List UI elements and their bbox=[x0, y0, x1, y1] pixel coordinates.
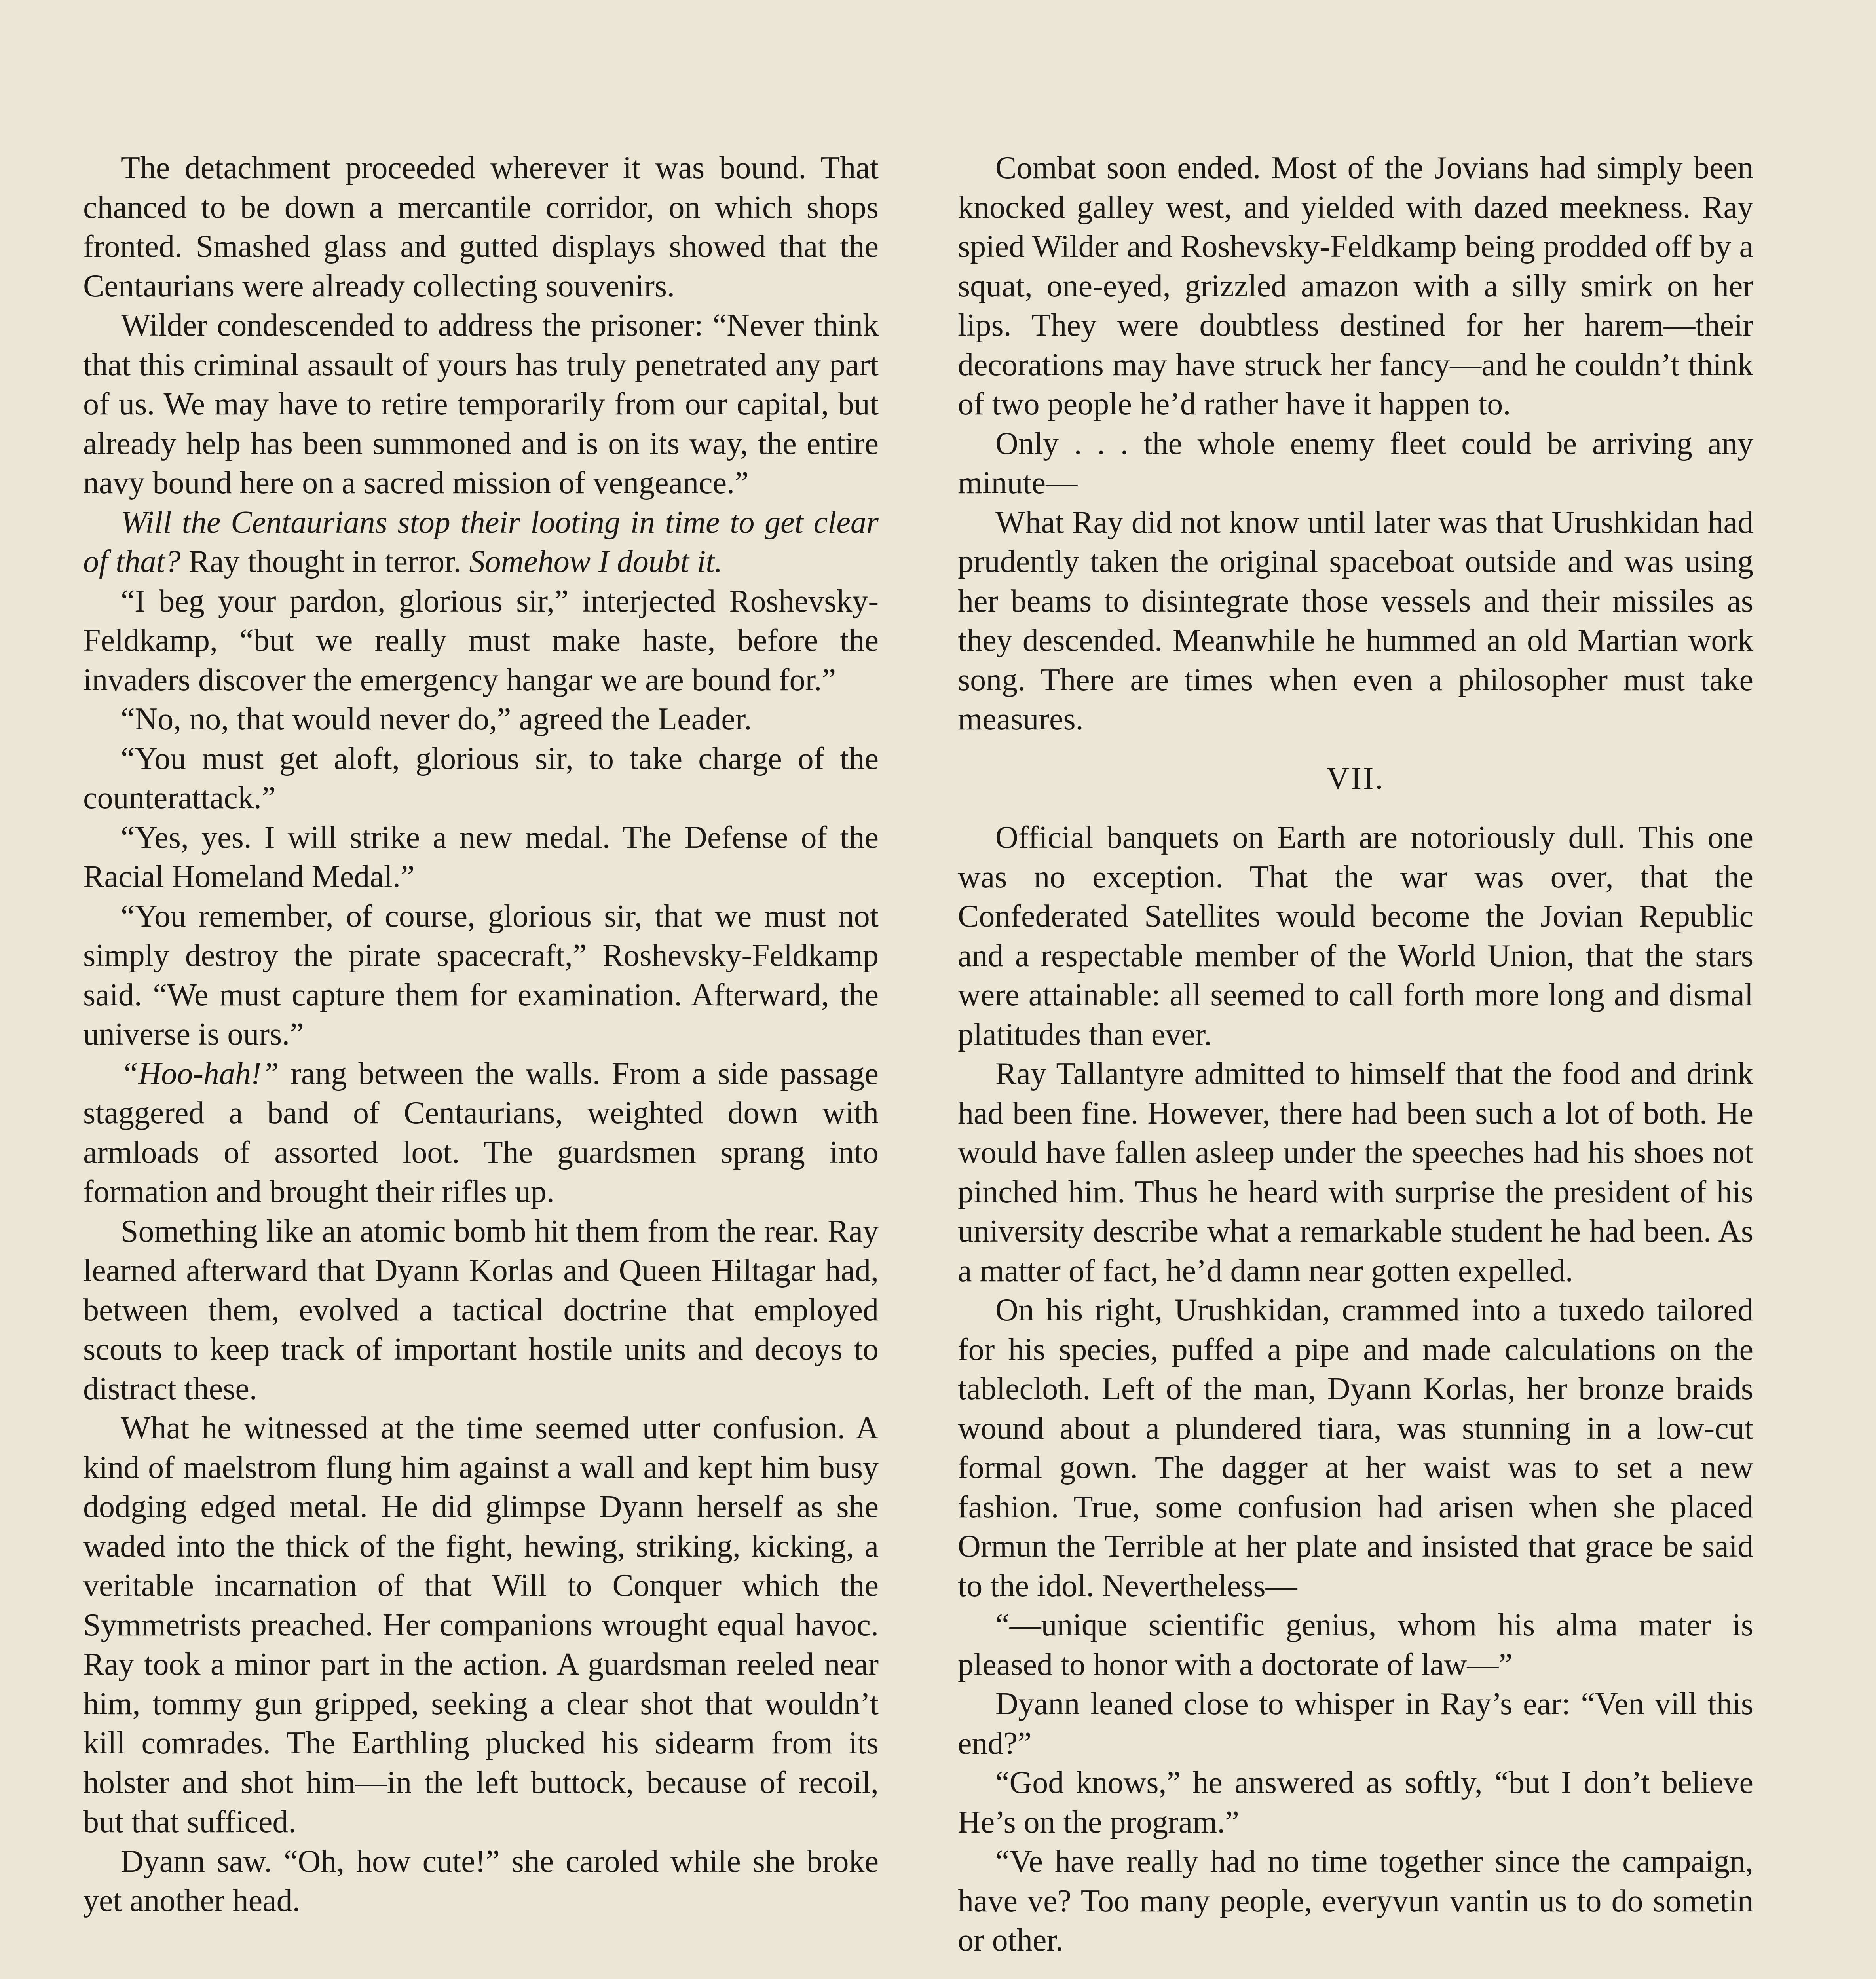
paragraph: What Ray did not know until later was that Urushkidan had prudently taken the original spaceboat outside and was using her beams to disintegrate those vessels and their missiles as they descended. Meanwhile he hummed an old Martian work song. There are times when even a philosopher must take measures. bbox=[958, 505, 1753, 737]
paragraph: “You remember, of course, glorious sir, that we must not simply destroy the pirate spacecraft,” Roshevsky-Feldkamp said. “We must capture them for examination. Afterward, the universe is ours.” bbox=[83, 898, 879, 1052]
paragraph: Only . . . the whole enemy fleet could be arriving any minute— bbox=[958, 426, 1753, 500]
paragraph: Official banquets on Earth are notoriously dull. This one was no exception. That the war was over, that the Confederated Satellites would become the Jovian Republic and a respectable member of the World Union, that the stars were attainable: all seemed to call forth more long and dismal platitudes than ever. bbox=[958, 820, 1753, 1052]
paragraph: What he witnessed at the time seemed utter confusion. A kind of maelstrom flung him against a wall and kept him busy dodging edged metal. He did glimpse Dyann herself as she waded into the thick of the fight, hewing, striking, kicking, a veritable incarnation of that Will to Conquer which the Symmetrists preached. Her companions wrought equal havoc. Ray took a minor part in the action. A guardsman reeled near him, tommy gun gripped, seeking a clear shot that wouldn’t kill comrades. The Earthling plucked his sidearm from its holster and shot him—in the left buttock, because of recoil, but that sufficed. bbox=[83, 1411, 879, 1839]
paragraph: Wilder condescended to address the prisoner: “Never think that this criminal assault of yours has truly penetrated any part of us. We may have to retire temporarily from our capital, but already help has been summoned and is on its way, the entire navy bound here on a sacred mission of vengeance.” bbox=[83, 308, 879, 500]
right-column bbox=[958, 148, 1753, 1960]
paragraph: The detachment proceeded wherever it was bound. That chanced to be down a mercantile corridor, on which shops fronted. Smashed glass and gutted displays showed that the Centaurians were already collecting souvenirs. bbox=[83, 150, 879, 304]
battle-cry-narration: rang between the walls. From a side passage staggered a band of Centaurians, weighted down with armloads of assorted loot. The guardsmen sprang into formation and brought their rifles up. bbox=[83, 1056, 879, 1209]
section-heading: VII. bbox=[1326, 761, 1385, 796]
paragraph-hoohah bbox=[83, 1054, 879, 1212]
italic-thought-text: Somehow I doubt it. bbox=[469, 544, 723, 579]
paragraph-italic-thought bbox=[83, 503, 879, 582]
paragraph: “I beg your pardon, glorious sir,” interjected Roshevsky-Feldkamp, “but we really must make haste, before the invaders discover the emergency hangar we are bound for.” bbox=[83, 583, 879, 697]
paragraph: Combat soon ended. Most of the Jovians had simply been knocked galley west, and yielded with dazed meekness. Ray spied Wilder and Roshevsky-Feldkamp being prodded off by a squat, one-eyed, grizzled amazon with a silly smirk on her lips. They were doubtless destined for her harem—their decorations may have struck her fancy—and he couldn’t think of two people he’d rather have it happen to. bbox=[958, 150, 1753, 422]
italic-thought-text: Will the Centaurians stop their looting in time to get clear of that? bbox=[83, 505, 879, 579]
thought-narration: Ray thought in terror. bbox=[180, 544, 469, 579]
paragraph: “You must get aloft, glorious sir, to take charge of the counterattack.” bbox=[83, 741, 879, 815]
paragraph: On his right, Urushkidan, crammed into a tuxedo tailored for his species, puffed a pipe and made calculations on the tablecloth. Left of the man, Dyann Korlas, her bronze braids wound about a plundered tiara, was stunning in a low-cut formal gown. The dagger at her waist was to set a new fashion. True, some confusion had arisen when she placed Ormun the Terrible at her plate and insisted that grace be said to the idol. Nevertheless— bbox=[958, 1293, 1753, 1603]
paragraph: Something like an atomic bomb hit them from the rear. Ray learned afterward that Dyann Korlas and Queen Hiltagar had, between them, evolved a tactical doctrine that employed scouts to keep track of important hostile units and decoys to distract these. bbox=[83, 1214, 879, 1406]
paragraph: Ray Tallantyre admitted to himself that the food and drink had been fine. However, there had been such a lot of both. He would have fallen asleep under the speeches had his shoes not pinched him. Thus he heard with surprise the president of his university describe what a remarkable student he had been. As a matter of fact, he’d damn near gotten expelled. bbox=[958, 1056, 1753, 1288]
paragraph: “Ve have really had no time together since the campaign, have ve? Too many people, everyvun vantin us to do sometin or other. bbox=[958, 1844, 1753, 1958]
paragraph: “—unique scientific genius, whom his alma mater is pleased to honor with a doctorate of law—” bbox=[958, 1608, 1753, 1682]
paragraph: Dyann leaned close to whisper in Ray’s ear: “Ven vill this end?” bbox=[958, 1687, 1753, 1761]
battle-cry-text: “Hoo-hah!” bbox=[121, 1056, 279, 1091]
paragraph: “Yes, yes. I will strike a new medal. The Defense of the Racial Homeland Medal.” bbox=[83, 820, 879, 894]
left-column bbox=[83, 148, 879, 1921]
paragraph: “God knows,” he answered as softly, “but I don’t believe He’s on the program.” bbox=[958, 1765, 1753, 1840]
paragraph: Dyann saw. “Oh, how cute!” she caroled while she broke yet another head. bbox=[83, 1844, 879, 1918]
paragraph: “No, no, that would never do,” agreed the Leader. bbox=[121, 702, 752, 737]
